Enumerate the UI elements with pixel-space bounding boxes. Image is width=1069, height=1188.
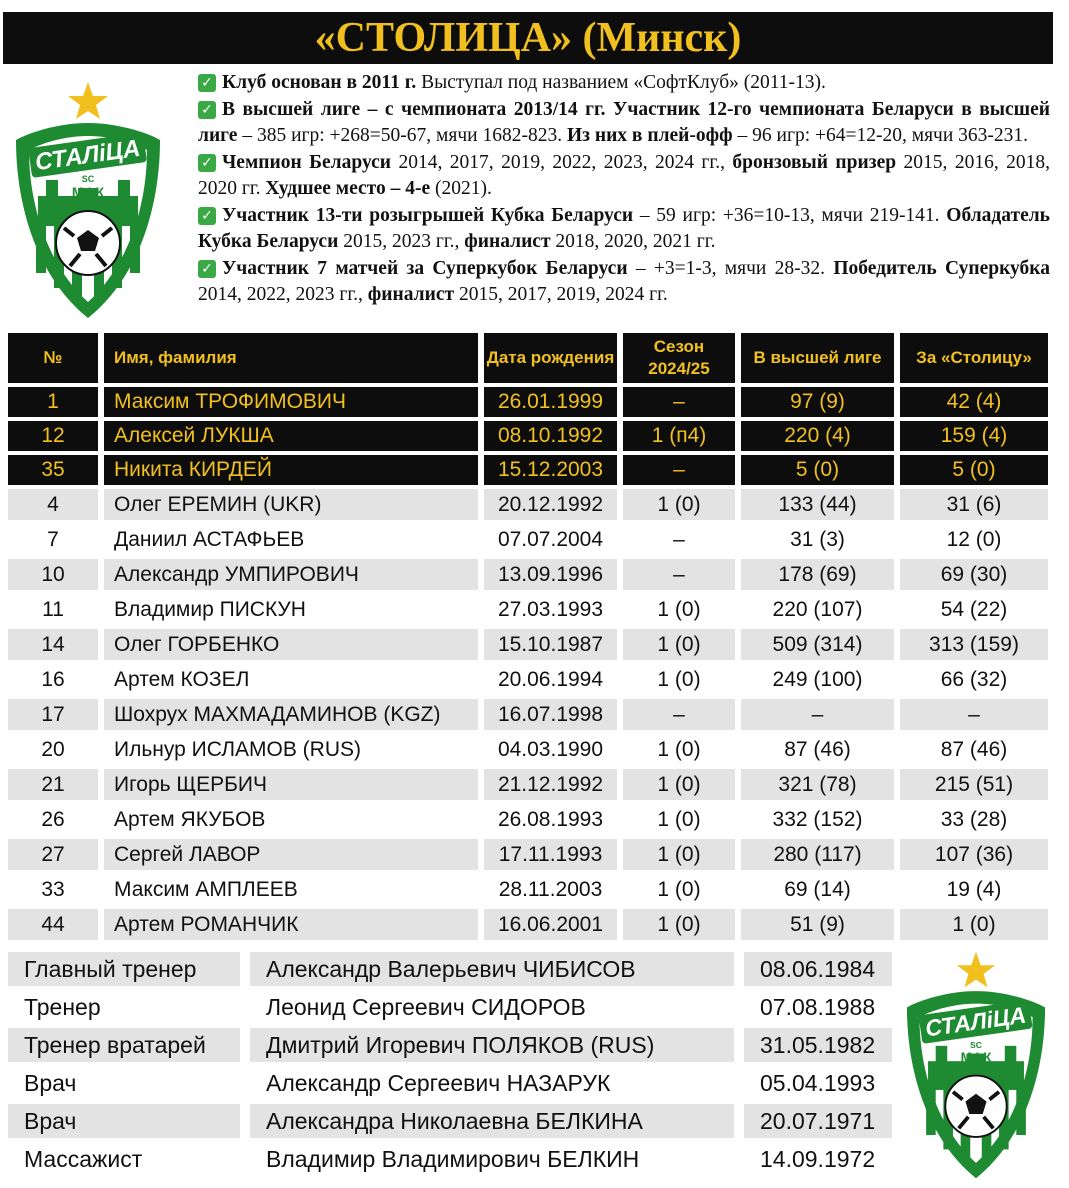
cell-date: 04.03.1990 [484,734,617,765]
cell-club: – [900,699,1048,730]
cell-top: 332 (152) [741,804,894,835]
info-founded: ✓ Клуб основан в 2011 г. Выступал под названием «СофтКлуб» (2011-13). [198,70,1050,96]
cell-club: 31 (6) [900,489,1048,520]
table-row [8,455,1054,485]
staff-row [8,952,898,986]
logo-text: СТАЛіЦА [33,134,142,177]
club-info [198,70,1050,309]
cell-name: Олег ГОРБЕНКО [104,629,478,660]
staff-date: 31.05.1982 [744,1028,892,1062]
cell-num: 16 [8,664,98,695]
cell-top: 51 (9) [741,909,894,940]
table-row [8,387,1054,417]
cell-date: 16.07.1998 [484,699,617,730]
info-cup: ✓ Участник 13-ти розыгрышей Кубка Беларуси – 59 игр: +36=10-13, мячи 219-141. Обладатель Кубка Беларуси 2015, 2023 гг., финалист 2018, 2020, 2021 гг. [198,205,1050,252]
cell-club: 5 (0) [900,455,1048,485]
cell-date: 07.07.2004 [484,524,617,555]
cell-season: – [623,559,735,590]
checkmark-icon: ✓ [198,260,216,278]
logo-text: СТАЛіЦА [923,1001,1028,1042]
staff-name: Дмитрий Игоревич ПОЛЯКОВ (RUS) [250,1028,734,1062]
staff-name: Владимир Владимирович БЕЛКИН [266,1145,640,1172]
checkmark-icon: ✓ [198,101,216,119]
header-club: За «Столицу» [900,333,1048,383]
cell-club: 54 (22) [900,594,1048,625]
staff-name: Леонид Сергеевич СИДОРОВ [266,993,586,1020]
cell-name: Артем РОМАНЧИК [104,909,478,940]
cell-club: 66 (32) [900,664,1048,695]
cell-season: 1 (0) [623,664,735,695]
cell-date: 08.10.1992 [484,421,617,451]
staff-table [8,952,898,1180]
cell-top: 97 (9) [741,387,894,417]
cell-num: 20 [8,734,98,765]
header-top-league: В высшей лиге [741,333,894,383]
cell-num: 27 [8,839,98,870]
cell-club: 19 (4) [900,874,1048,905]
cell-name: Александр УМПИРОВИЧ [104,559,478,590]
table-row [8,734,1054,765]
cell-top: 69 (14) [741,874,894,905]
svg-text:SC: SC [970,1039,982,1050]
staff-row [8,1066,898,1100]
cell-date: 20.12.1992 [484,489,617,520]
cell-top: 280 (117) [741,839,894,870]
svg-text:МФК: МФК [71,184,105,200]
cell-season: – [623,699,735,730]
info-champion: ✓ Чемпион Беларуси 2014, 2017, 2019, 2022, 2023, 2024 гг., бронзовый призер 2015, 2016, 2018, 2020 гг. Худшее место – 4-е (2021). [198,152,1051,199]
cell-season: 1 (0) [623,594,735,625]
staff-row [8,1104,898,1138]
cell-num: 1 [8,387,98,417]
svg-text:МФК: МФК [960,1050,992,1066]
cell-season: 1 (0) [623,804,735,835]
cell-club: 107 (36) [900,839,1048,870]
cell-season: 1 (0) [623,909,735,940]
cell-top: 178 (69) [741,559,894,590]
header-date: Дата рождения [484,333,617,383]
cell-season: 1 (0) [623,839,735,870]
table-row [8,804,1054,835]
cell-num: 26 [8,804,98,835]
staff-name: Александра Николаевна БЕЛКИНА [250,1104,734,1138]
cell-season: 1 (0) [623,629,735,660]
table-row [8,594,1054,625]
cell-date: 15.10.1987 [484,629,617,660]
cell-top: 220 (4) [741,421,894,451]
cell-club: 33 (28) [900,804,1048,835]
cell-top: 220 (107) [741,594,894,625]
cell-num: 11 [8,594,98,625]
info-top-league: ✓ В высшей лиге – с чемпионата 2013/14 гг. Участник 12-го чемпионата Беларуси в высшей лиге – 385 игр: +268=50-67, мячи 1682-823. Из них в плей-офф – 96 игр: +64=12-20, мячи 363-231. [198,99,1050,146]
cell-num: 4 [8,489,98,520]
staff-date: 14.09.1972 [760,1145,876,1172]
cell-name: Шохрух МАХМАДАМИНОВ (KGZ) [104,699,478,730]
checkmark-icon: ✓ [198,207,216,225]
checkmark-icon: ✓ [198,74,216,92]
cell-num: 17 [8,699,98,730]
info-supercup: ✓ Участник 7 матчей за Суперкубок Беларуси – +3=1-3, мячи 28-32. Победитель Суперкубка 2014, 2022, 2023 гг., финалист 2015, 2017, 2019, 2024 гг. [198,258,1050,305]
cell-num: 44 [8,909,98,940]
table-row [8,839,1054,870]
cell-top: 133 (44) [741,489,894,520]
cell-club: 12 (0) [900,524,1048,555]
cell-name: Максим АМПЛЕЕВ [104,874,478,905]
staff-row [8,1028,898,1062]
staff-role: Тренер [24,993,101,1020]
table-row [8,699,1054,730]
cell-date: 20.06.1994 [484,664,617,695]
header-num: № [8,333,98,383]
staff-role: Массажист [24,1145,143,1172]
staff-row [8,1142,898,1176]
table-row [8,489,1054,520]
cell-club: 159 (4) [900,421,1048,451]
staff-date: 05.04.1993 [760,1069,876,1096]
club-logo-top [8,78,168,323]
cell-season: – [623,387,735,417]
cell-club: 1 (0) [900,909,1048,940]
players-table [8,333,1054,944]
cell-season: 1 (0) [623,769,735,800]
cell-name: Артем КОЗЕЛ [104,664,478,695]
cell-date: 27.03.1993 [484,594,617,625]
cell-name: Артем ЯКУБОВ [104,804,478,835]
cell-date: 17.11.1993 [484,839,617,870]
cell-top: 5 (0) [741,455,894,485]
staff-role: Тренер вратарей [8,1028,240,1062]
cell-season: 1 (п4) [623,421,735,451]
star-icon [957,952,995,987]
cell-name: Игорь ЩЕРБИЧ [104,769,478,800]
cell-date: 21.12.1992 [484,769,617,800]
cell-num: 10 [8,559,98,590]
cell-name: Сергей ЛАВОР [104,839,478,870]
cell-num: 12 [8,421,98,451]
table-row [8,874,1054,905]
cell-date: 28.11.2003 [484,874,617,905]
cell-top: 249 (100) [741,664,894,695]
cell-season: 1 (0) [623,734,735,765]
cell-club: 42 (4) [900,387,1048,417]
cell-top: 321 (78) [741,769,894,800]
header-name: Имя, фамилия [104,333,478,383]
staff-row [8,990,898,1024]
cell-top: – [741,699,894,730]
cell-top: 31 (3) [741,524,894,555]
checkmark-icon: ✓ [198,154,216,172]
table-row [8,524,1054,555]
staff-role: Врач [8,1104,240,1138]
cell-season: 1 (0) [623,489,735,520]
staff-date: 08.06.1984 [744,952,892,986]
cell-name: Максим ТРОФИМОВИЧ [104,387,478,417]
cell-name: Олег ЕРЕМИН (UKR) [104,489,478,520]
cell-name: Алексей ЛУКША [104,421,478,451]
cell-num: 14 [8,629,98,660]
staff-date: 07.08.1988 [760,993,876,1020]
cell-num: 21 [8,769,98,800]
table-row [8,629,1054,660]
cell-num: 33 [8,874,98,905]
cell-date: 16.06.2001 [484,909,617,940]
star-icon [68,82,108,119]
cell-date: 13.09.1996 [484,559,617,590]
club-logo-bottom [896,948,1056,1183]
table-header [8,333,1054,383]
staff-name: Александр Валерьевич ЧИБИСОВ [250,952,734,986]
cell-club: 215 (51) [900,769,1048,800]
table-row [8,909,1054,940]
cell-season: – [623,455,735,485]
table-row [8,664,1054,695]
staff-date: 20.07.1971 [744,1104,892,1138]
cell-name: Даниил АСТАФЬЕВ [104,524,478,555]
staff-role: Главный тренер [8,952,240,986]
cell-date: 15.12.2003 [484,455,617,485]
cell-name: Никита КИРДЕЙ [104,455,478,485]
cell-date: 26.08.1993 [484,804,617,835]
cell-top: 87 (46) [741,734,894,765]
cell-top: 509 (314) [741,629,894,660]
table-row [8,559,1054,590]
header-season: Сезон 2024/25 [623,333,735,383]
cell-num: 35 [8,455,98,485]
cell-club: 87 (46) [900,734,1048,765]
cell-club: 69 (30) [900,559,1048,590]
cell-name: Ильнур ИСЛАМОВ (RUS) [104,734,478,765]
page-title: «СТОЛИЦА» (Минск) [3,12,1053,64]
table-row [8,769,1054,800]
cell-season: – [623,524,735,555]
table-row [8,421,1054,451]
cell-club: 313 (159) [900,629,1048,660]
cell-name: Владимир ПИСКУН [104,594,478,625]
cell-date: 26.01.1999 [484,387,617,417]
table-body [8,387,1054,940]
cell-num: 7 [8,524,98,555]
staff-role: Врач [24,1069,77,1096]
svg-text:SC: SC [81,174,95,184]
staff-name: Александр Сергеевич НАЗАРУК [266,1069,611,1096]
cell-season: 1 (0) [623,874,735,905]
